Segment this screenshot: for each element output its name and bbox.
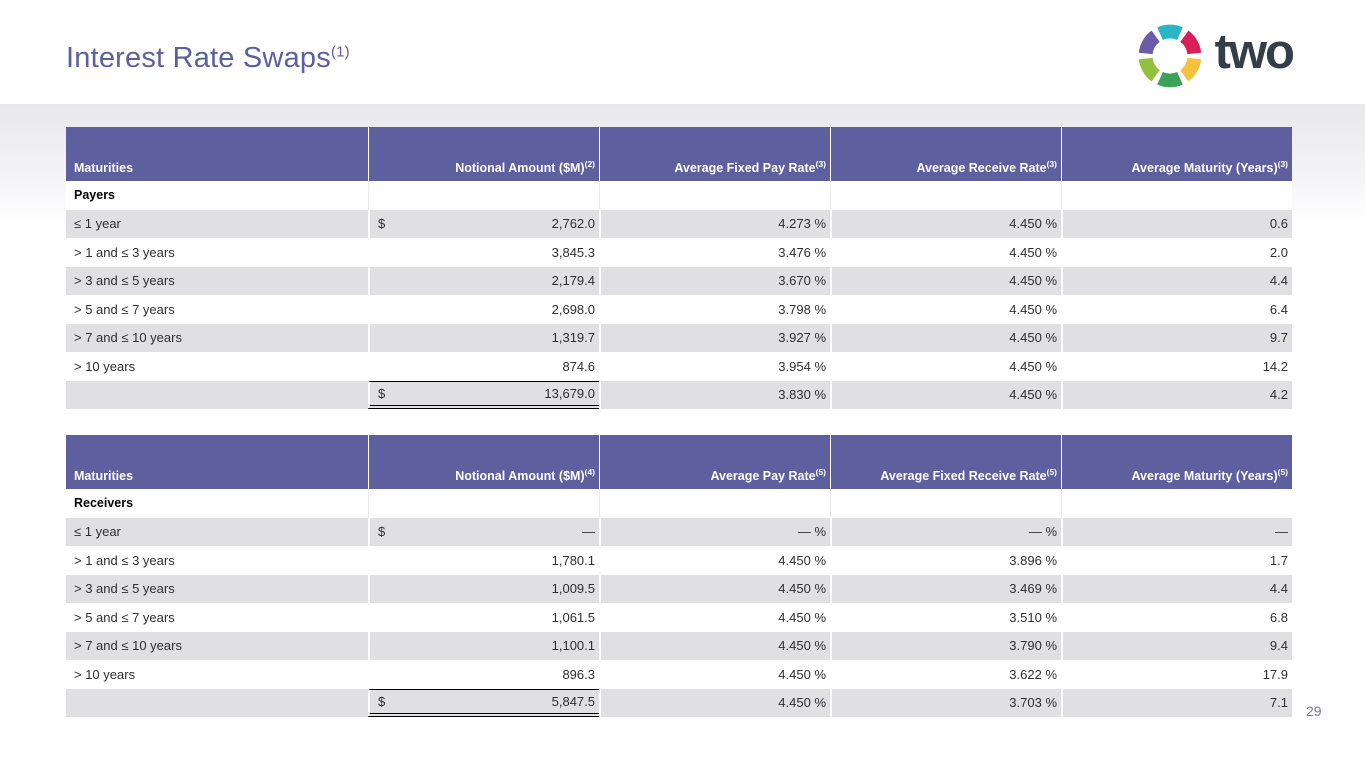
notional-value: 1,100.1 xyxy=(551,638,595,654)
notional-cell xyxy=(368,352,599,381)
table-row xyxy=(66,324,1292,353)
currency-symbol: $ xyxy=(378,216,386,232)
receive-rate-cell: 4.450 % xyxy=(830,352,1061,381)
section-row xyxy=(66,489,1292,518)
column-footnote-marker: (3) xyxy=(1046,158,1057,169)
notional-cell xyxy=(368,295,599,324)
maturity-cell: > 7 and ≤ 10 years xyxy=(66,324,368,353)
receive-rate-cell: 4.450 % xyxy=(830,381,1061,410)
currency-symbol: $ xyxy=(378,385,386,401)
maturity-cell: > 10 years xyxy=(66,352,368,381)
table-header-row xyxy=(66,435,1292,489)
avg-maturity-cell: 2.0 xyxy=(1061,238,1292,267)
column-footnote-marker: (5) xyxy=(1277,466,1288,477)
column-header-label: Notional Amount ($M)$^{(4)}$ xyxy=(455,466,595,483)
receive-rate-cell: 3.510 % xyxy=(830,603,1061,632)
column-footnote-marker: (5) xyxy=(1046,466,1057,477)
table-row xyxy=(66,603,1292,632)
pay-rate-cell: 4.450 % xyxy=(599,632,830,661)
notional-cell xyxy=(368,324,599,353)
column-header-label: Maturities xyxy=(74,161,134,175)
section-empty-cell xyxy=(830,489,1061,518)
page-number: 29 xyxy=(1306,703,1322,719)
notional-cell xyxy=(368,267,599,296)
notional-cell xyxy=(368,632,599,661)
table-row xyxy=(66,238,1292,267)
notional-cell xyxy=(368,518,599,547)
column-header-label: Average Maturity (Years)$^{(3)}$ xyxy=(1131,158,1288,175)
receive-rate-cell: 3.790 % xyxy=(830,632,1061,661)
avg-maturity-cell: 9.4 xyxy=(1061,632,1292,661)
notional-value: 5,847.5 xyxy=(551,693,595,709)
notional-value: 896.3 xyxy=(562,666,595,682)
avg-maturity-cell: 6.8 xyxy=(1061,603,1292,632)
section-label: Payers xyxy=(74,188,116,203)
pay-rate-cell: 3.798 % xyxy=(599,295,830,324)
maturity-cell: > 5 and ≤ 7 years xyxy=(66,295,368,324)
column-header xyxy=(830,127,1061,181)
maturity-cell: > 3 and ≤ 5 years xyxy=(66,575,368,604)
notional-value: — xyxy=(582,524,595,540)
table-row xyxy=(66,210,1292,239)
pay-rate-cell: 3.476 % xyxy=(599,238,830,267)
table-row xyxy=(66,352,1292,381)
maturity-cell: ≤ 1 year xyxy=(66,518,368,547)
section-empty-cell xyxy=(599,181,830,210)
notional-cell xyxy=(368,660,599,689)
column-header-label: Average Fixed Receive Rate$^{(5)}$ xyxy=(880,466,1057,483)
column-header xyxy=(599,127,830,181)
notional-value: 1,780.1 xyxy=(551,552,595,568)
pay-rate-cell: 4.450 % xyxy=(599,689,830,718)
avg-maturity-cell: 17.9 xyxy=(1061,660,1292,689)
maturity-cell: > 3 and ≤ 5 years xyxy=(66,267,368,296)
page-title-text: Interest Rate Swaps xyxy=(66,42,331,74)
title-footnote-marker: (1) xyxy=(330,43,350,61)
pay-rate-cell: — % xyxy=(599,518,830,547)
receive-rate-cell: 4.450 % xyxy=(830,295,1061,324)
table-row xyxy=(66,295,1292,324)
notional-cell xyxy=(368,238,599,267)
notional-value: 874.6 xyxy=(562,358,595,374)
total-row xyxy=(66,689,1292,718)
column-header xyxy=(1061,435,1292,489)
column-header xyxy=(599,435,830,489)
section-empty-cell xyxy=(368,181,599,210)
section-empty-cell xyxy=(599,489,830,518)
column-footnote-marker: (5) xyxy=(815,466,826,477)
avg-maturity-cell: 0.6 xyxy=(1061,210,1292,239)
payers-table xyxy=(66,127,1292,409)
maturity-cell: > 7 and ≤ 10 years xyxy=(66,632,368,661)
two-asterisk-logo-icon xyxy=(1136,22,1204,90)
column-footnote-marker: (2) xyxy=(584,158,595,169)
pay-rate-cell: 4.450 % xyxy=(599,546,830,575)
column-header xyxy=(1061,127,1292,181)
column-footnote-marker: (3) xyxy=(1277,158,1288,169)
notional-value: 1,319.7 xyxy=(551,330,595,346)
pay-rate-cell: 4.273 % xyxy=(599,210,830,239)
pay-rate-cell: 3.830 % xyxy=(599,381,830,410)
receive-rate-cell: 4.450 % xyxy=(830,210,1061,239)
page-title xyxy=(66,42,350,75)
column-header xyxy=(66,435,368,489)
maturity-cell xyxy=(66,689,368,718)
receive-rate-cell: — % xyxy=(830,518,1061,547)
column-header-label: Average Maturity (Years)$^{(5)}$ xyxy=(1131,466,1288,483)
maturity-cell: > 1 and ≤ 3 years xyxy=(66,238,368,267)
receive-rate-cell: 3.703 % xyxy=(830,689,1061,718)
receive-rate-cell: 4.450 % xyxy=(830,267,1061,296)
column-footnote-marker: (3) xyxy=(815,158,826,169)
notional-value: 13,679.0 xyxy=(544,385,595,401)
maturity-cell: > 10 years xyxy=(66,660,368,689)
column-header xyxy=(368,127,599,181)
table-row xyxy=(66,575,1292,604)
maturity-cell: ≤ 1 year xyxy=(66,210,368,239)
notional-cell xyxy=(368,575,599,604)
section-row xyxy=(66,181,1292,210)
maturity-cell: > 1 and ≤ 3 years xyxy=(66,546,368,575)
column-header-label: Maturities xyxy=(74,469,134,483)
currency-symbol: $ xyxy=(378,693,386,709)
notional-cell xyxy=(368,210,599,239)
column-header-label: Average Receive Rate$^{(3)}$ xyxy=(916,158,1057,175)
column-header xyxy=(368,435,599,489)
notional-value: 3,845.3 xyxy=(551,244,595,260)
column-footnote-marker: (4) xyxy=(584,466,595,477)
notional-value: 1,009.5 xyxy=(551,581,595,597)
notional-value: 2,179.4 xyxy=(551,273,595,289)
avg-maturity-cell: 6.4 xyxy=(1061,295,1292,324)
table-row xyxy=(66,660,1292,689)
avg-maturity-cell: — xyxy=(1061,518,1292,547)
section-label: Receivers xyxy=(74,496,134,511)
avg-maturity-cell: 14.2 xyxy=(1061,352,1292,381)
pay-rate-cell: 3.670 % xyxy=(599,267,830,296)
column-header-label: Notional Amount ($M)$^{(2)}$ xyxy=(455,158,595,175)
notional-cell xyxy=(368,689,599,718)
notional-cell xyxy=(368,546,599,575)
avg-maturity-cell: 1.7 xyxy=(1061,546,1292,575)
receive-rate-cell: 4.450 % xyxy=(830,324,1061,353)
pay-rate-cell: 4.450 % xyxy=(599,575,830,604)
column-header-label: Average Pay Rate$^{(5)}$ xyxy=(710,466,826,483)
maturity-cell: > 5 and ≤ 7 years xyxy=(66,603,368,632)
avg-maturity-cell: 4.2 xyxy=(1061,381,1292,410)
notional-value: 2,762.0 xyxy=(551,216,595,232)
avg-maturity-cell: 7.1 xyxy=(1061,689,1292,718)
avg-maturity-cell: 4.4 xyxy=(1061,575,1292,604)
total-row xyxy=(66,381,1292,410)
notional-cell xyxy=(368,381,599,410)
column-header-label: Average Fixed Pay Rate$^{(3)}$ xyxy=(674,158,826,175)
maturity-cell xyxy=(66,381,368,410)
section-empty-cell xyxy=(368,489,599,518)
avg-maturity-cell: 9.7 xyxy=(1061,324,1292,353)
currency-symbol: $ xyxy=(378,524,386,540)
section-empty-cell xyxy=(1061,489,1292,518)
table-row xyxy=(66,267,1292,296)
table-header-row xyxy=(66,127,1292,181)
pay-rate-cell: 3.954 % xyxy=(599,352,830,381)
table-row xyxy=(66,546,1292,575)
receivers-table xyxy=(66,435,1292,717)
notional-cell xyxy=(368,603,599,632)
pay-rate-cell: 4.450 % xyxy=(599,660,830,689)
avg-maturity-cell: 4.4 xyxy=(1061,267,1292,296)
receive-rate-cell: 3.469 % xyxy=(830,575,1061,604)
pay-rate-cell: 4.450 % xyxy=(599,603,830,632)
table-row xyxy=(66,518,1292,547)
section-empty-cell xyxy=(1061,181,1292,210)
table-row xyxy=(66,632,1292,661)
receive-rate-cell: 3.896 % xyxy=(830,546,1061,575)
notional-value: 1,061.5 xyxy=(551,609,595,625)
pay-rate-cell: 3.927 % xyxy=(599,324,830,353)
column-header xyxy=(66,127,368,181)
column-header xyxy=(830,435,1061,489)
section-empty-cell xyxy=(830,181,1061,210)
notional-value: 2,698.0 xyxy=(551,301,595,317)
receive-rate-cell: 3.622 % xyxy=(830,660,1061,689)
receive-rate-cell: 4.450 % xyxy=(830,238,1061,267)
company-logo xyxy=(1136,22,1293,90)
logo-wordmark: two xyxy=(1214,24,1293,79)
